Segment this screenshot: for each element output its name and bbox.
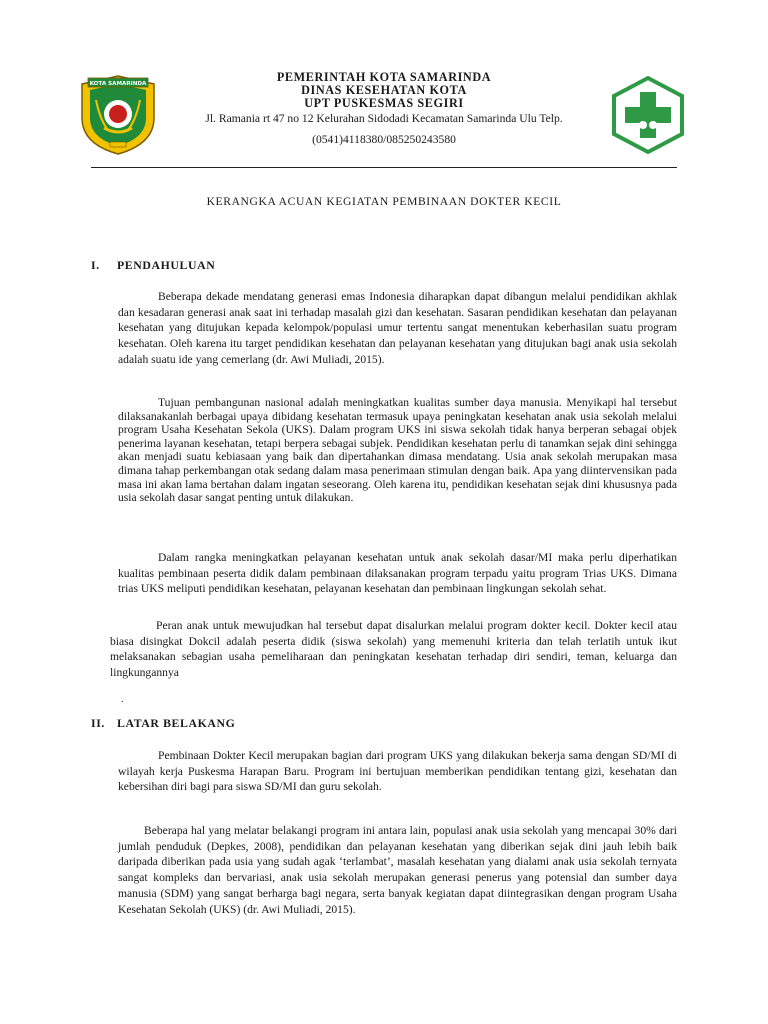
section-number: II. bbox=[91, 716, 105, 730]
paragraph bbox=[118, 823, 677, 917]
paragraph bbox=[118, 748, 677, 795]
emblem-banner-text: KOTA SAMARINDA bbox=[89, 81, 147, 87]
paragraph-text: Beberapa hal yang melatar belakangi program ini antara lain, populasi anak usia sekolah yang mencapai 30% dari jumlah penduduk (Depkes, 2008), pendidikan dan pelayanan kesehatan yang diberikan sejak dini jauh lebih baik daripada diberikan pada usia yang sudah agak ‘terlambat’, masalah kesehatan yang dialami anak usia sekolah ternyata sangat kompleks dan bervariasi, anak usia sekolah merupakan generasi penerus yang potensial dan sumber daya manusia (SDM) yang sangat berharga bagi negara, serta banyak kegiatan dapat diintegrasikan dengan program Usaha Kesehatan Sekolah (UKS) (dr. Awi Muliadi, 2015). bbox=[118, 824, 677, 916]
puskesmas-logo-icon bbox=[612, 76, 684, 154]
paragraph bbox=[118, 289, 677, 368]
document-title: KERANGKA ACUAN KEGIATAN PEMBINAAN DOKTER KECIL bbox=[206, 195, 562, 208]
paragraph-text: Dalam rangka meningkatkan pelayanan kesehatan untuk anak sekolah dasar/MI maka perlu diperhatikan kualitas pembinaan peserta didik dalam pembinaan dilaksanakan program terpadu yaitu program Trias UKS. Dimana trias UKS meliputi pendidikan kesehatan, pelayanan kesehatan dan pembinaan lingkungan sekolah sehat. bbox=[118, 551, 677, 596]
paragraph bbox=[118, 396, 677, 505]
letterhead-line-3: UPT PUSKESMAS SEGIRI bbox=[304, 96, 464, 111]
paragraph-text: Beberapa dekade mendatang generasi emas Indonesia diharapkan dapat dibangun melalui pendidikan akhlak dan kesadaran generasi anak saat ini terhadap masalah gizi dan kesehatan. Sasaran pendidikan kesehatan dan pelayanan kesehatan yang ditujukan kepada kelompok/populasi umur tertentu sangat menentukan keberhasilan suatu program kesehatan. Oleh karena itu target pendidikan kesehatan dan pelayanan kesehatan yang ditujukan bagi anak usia sekolah adalah suatu ide yang cemerlang (dr. Awi Muliadi, 2015). bbox=[118, 290, 677, 366]
letterhead bbox=[160, 71, 608, 147]
section-title: LATAR BELAKANG bbox=[117, 716, 236, 730]
section-heading-pendahuluan bbox=[91, 258, 215, 273]
paragraph bbox=[118, 550, 677, 597]
paragraph bbox=[110, 618, 677, 681]
letterhead-divider bbox=[91, 167, 677, 168]
letterhead-line-2: DINAS KESEHATAN KOTA bbox=[301, 83, 467, 98]
stray-mark: . bbox=[121, 694, 124, 705]
section-heading-latar-belakang bbox=[91, 716, 235, 731]
letterhead-line-1: PEMERINTAH KOTA SAMARINDA bbox=[276, 70, 492, 84]
section-number: I. bbox=[91, 258, 100, 272]
paragraph-text: Pembinaan Dokter Kecil merupakan bagian dari program UKS yang dilakukan bekerja sama dengan SD/MI di wilayah kerja Puskesma Harapan Baru. Program ini bertujuan memberikan pendidikan tentang gizi, kesehatan dan kebersihan diri bagi para siswa SD/MI dan guru sekolah. bbox=[118, 749, 677, 794]
letterhead-address: Jl. Ramania rt 47 no 12 Kelurahan Sidodadi Kecamatan Samarinda Ulu Telp. bbox=[205, 111, 563, 125]
section-title: PENDAHULUAN bbox=[117, 258, 216, 272]
kota-samarinda-emblem-icon bbox=[74, 70, 162, 158]
letterhead-phone: (0541)4118380/085250243580 bbox=[312, 132, 456, 146]
paragraph-text: Peran anak untuk mewujudkan hal tersebut dapat disalurkan melalui program dokter kecil. Dokter kecil atau biasa disingkat Dokcil adalah peserta didik (siswa sekolah) yang memenuhi kriteria dan telah terlatih untuk ikut melaksanakan sebagian usaha pemeliharaan dan peningkatan kesehatan terhadap diri sendiri, teman, keluarga dan lingkungannya bbox=[110, 619, 677, 680]
paragraph-text: Tujuan pembangunan nasional adalah meningkatkan kualitas sumber daya manusia. Menyikapi hal tersebut dilaksanakanlah berbagai upaya dibidang kesehatan termasuk upaya peningkatan kesehatan anak usia sekolah melalui program Usaha Kesehatan Sekola (UKS). Dalam program UKS ini siswa sekolah tidak hanya berperan sebagai objek penerima layanan kesehatan, tetapi berpera sebagai subjek. Pendidikan kesehatan perlu di tanamkan sejak dini sehingga akan menjadi suatu kebiasaan yang baik dan dipertahankan dimasa mendatang. Usia anak sekolah merupakan masa dimana tahap perkembangan otak sedang dalam masa penerimaan stimulan dengan baik. Apa yang diintervensikan pada masa ini akan lama bertahan dalam ingatan seseorang. Oleh karena itu, pendidikan kesehatan sejak dini khususnya pada usia sekolah dasar sangat penting untuk dilakukan. bbox=[118, 396, 677, 505]
